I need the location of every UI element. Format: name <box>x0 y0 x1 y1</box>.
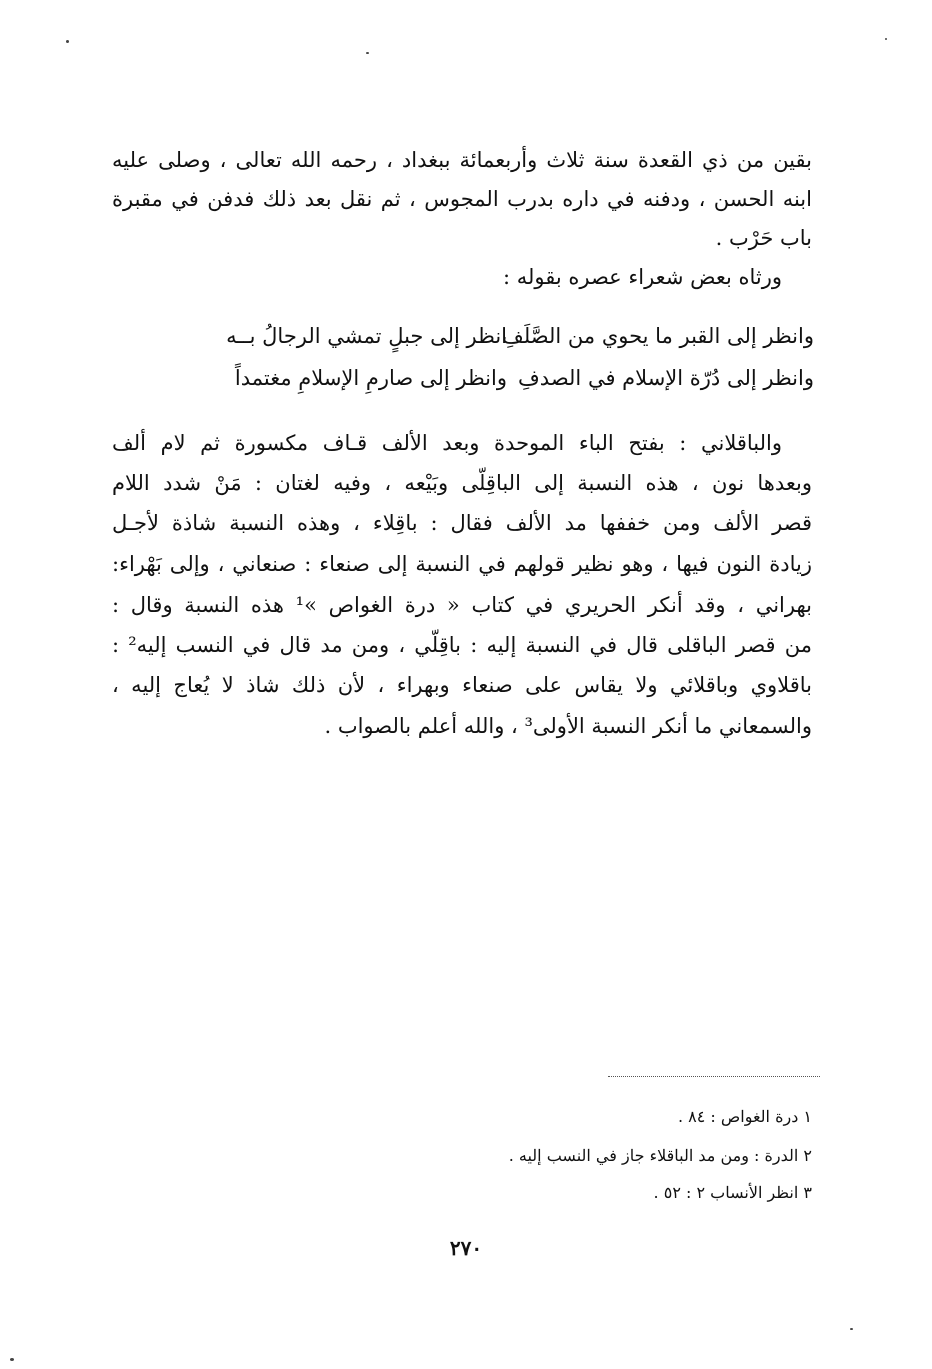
page-number: ٢٧٠ <box>449 1236 483 1260</box>
body-line: والباقلاني : بفتح الباء الموحدة وبعد الألف قـاف مكسورة ثم لام ألف <box>112 431 783 455</box>
poem-intro-line: ورثاه بعض شعراء عصره بقوله : <box>502 265 782 289</box>
scan-speck <box>366 52 369 54</box>
poem-verse-1-first-hemistich: انظر إلى جبلٍ تمشي الرجالُ بــه <box>226 324 507 348</box>
footnote-2: ٢ الدرة : ومن مد الباقلاء جاز في النسب إليه . <box>508 1146 812 1165</box>
footnote-1: ١ درة الغواص : ٨٤ . <box>677 1107 812 1126</box>
scan-speck <box>66 40 69 43</box>
body-line: وبعدها نون ، هذه النسبة إلى الباقِلّى وبَيْعه ، وفيه لغتان : مَنْ شدد اللام <box>112 471 812 495</box>
body-line: ابنه الحسن ، ودفنه في داره بدرب المجوس ، ثم نقل بعد ذلك فدفن في مقبرة <box>112 187 812 211</box>
scan-speck <box>885 38 887 40</box>
poem-verse-2-second-hemistich: وانظر إلى دُرّة الإسلام في الصدفِ <box>518 366 814 390</box>
body-line: من قصر الباقلى قال في النسبة إليه : باقِلّي ، ومن مد قال في النسب إليه² : <box>112 633 812 657</box>
body-line: بهراني ، وقد أنكر الحريري في كتاب « درة الغواص »¹ هذه النسبة وقال : <box>112 593 812 617</box>
scan-speck <box>10 1358 14 1361</box>
poem-verse-1-second-hemistich: وانظر إلى القبر ما يحوي من الصَّلَفِ <box>502 324 814 348</box>
body-line: بقين من ذي القعدة سنة ثلاث وأربعمائة ببغداد ، رحمه الله تعالى ، وصلى عليه <box>112 148 812 172</box>
body-line: باقلاوي وباقلائي ولا يقاس على صنعاء وبهراء ، لأن ذلك شاذ لا يُعاج إليه ، <box>112 673 812 697</box>
body-line: زيادة النون فيها ، وهو نظير قولهم في النسبة إلى صنعاء : صنعاني ، وإلى بَهْراء: <box>112 552 812 576</box>
poem-verse-2-first-hemistich: وانظر إلى صارمِ الإسلامِ مغتمداً <box>234 366 507 390</box>
scan-speck <box>850 1328 853 1330</box>
footnote-separator <box>608 1076 820 1077</box>
body-line: باب حَرْب . <box>715 226 812 250</box>
footnote-3: ٣ انظر الأنساب ٢ : ٥٢ . <box>653 1183 812 1202</box>
body-line: والسمعاني ما أنكر النسبة الأولى³ ، والله أعلم بالصواب . <box>324 714 812 738</box>
body-line: قصر الألف ومن خففها مد الألف فقال : باقِلاء ، وهذه النسبة شاذة لأجـل <box>112 511 812 535</box>
